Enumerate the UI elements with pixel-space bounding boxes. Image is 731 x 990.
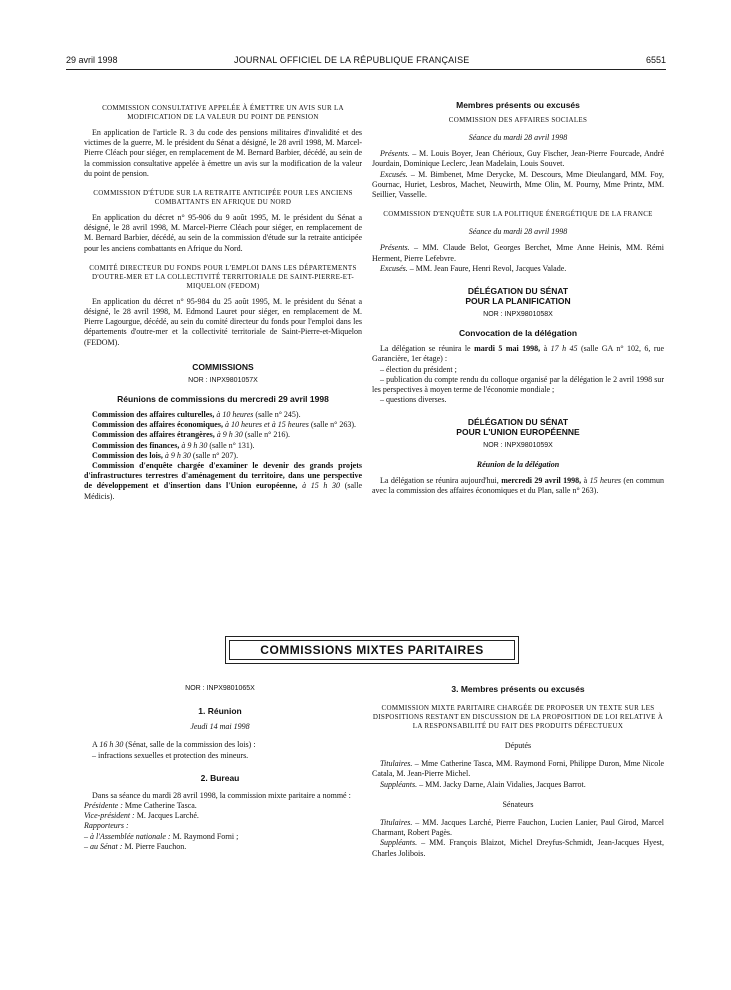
paragraph: Suppléants. – MM. François Blaizot, Michel Dreyfus-Schmidt, Jean-Jacques Hyest, Charles Jolibois. <box>372 838 664 858</box>
group-title: Sénateurs <box>502 799 534 809</box>
paragraph: La délégation se réunira aujourd'hui, mercredi 29 avril 1998, à 15 heures (en commun avec la commission des affaires économiques et du Plan, salle n° 263). <box>372 475 665 496</box>
list-item: Commission des finances, à 9 h 30 (salle n° 131). <box>92 440 255 450</box>
page-header <box>66 55 666 69</box>
paragraph: En application du décret n° 95-984 du 25 août 1995, M. le président du Sénat a désigné, le 28 avril 1998, M. Edmond Lauret pour siéger, en remplacement de M. Pierre Lagourgue, décédé, au sein du comité directeur du fonds pour l'emploi dans les départements d'outre-mer et la collectivité territoriale de Saint-Pierre-et-Miquelon (FEDOM). <box>84 296 362 347</box>
section-heading: COMMISSION CONSULTATIVE APPELÉE À ÉMETTRE UN AVIS SUR LA MODIFICATION DE LA VALEUR DU POINT DE PENSION <box>102 104 344 121</box>
banner-title: COMMISSIONS MIXTES PARITAIRES <box>229 640 515 660</box>
commissions-title: COMMISSIONS <box>192 361 254 372</box>
list-item: – infractions sexuelles et protection des mineurs. <box>92 750 249 760</box>
nor-reference: NOR : INPX9801065X <box>185 685 255 692</box>
delegation-title: POUR LA PLANIFICATION <box>465 296 571 307</box>
delegation-title: POUR L'UNION EUROPÉENNE <box>456 427 580 438</box>
list-item: – au Sénat : M. Pierre Fauchon. <box>84 841 187 851</box>
section-heading: COMMISSION DES AFFAIRES SOCIALES <box>448 116 588 124</box>
list-item: Commission d'enquête chargée d'examiner le devenir des grands projets d'infrastructures terrestres d'aménagement du territoire, dans une perspective de développement et d'insertion dans l'Union européenne, à 15 h 30 (salle Médicis). <box>84 461 363 501</box>
commission-list <box>84 410 362 502</box>
members-title: Membres présents ou excusés <box>456 100 580 110</box>
column-left-top <box>84 104 362 502</box>
list-item: Commission des affaires économiques, à 10 heures et à 15 heures (salle n° 263). <box>92 420 356 430</box>
list-item: Commission des lois, à 9 h 30 (salle n° 207). <box>92 450 239 460</box>
list-item: – élection du président ; <box>380 364 457 374</box>
seance-date: Séance du mardi 28 avril 1998 <box>468 133 568 142</box>
convocation-title: Convocation de la délégation <box>458 328 578 339</box>
paragraph: Excusés. – M. Bimbenet, Mme Derycke, M. Descours, Mme Dieulangard, MM. Foy, Gournac, Huriet, Lesbros, Machet, Neuwirth, Mme Olin, M. Pourny, Mme Printz, MM. Seillier, Vasselle. <box>372 169 665 200</box>
column-right-bottom <box>372 684 664 859</box>
group-title: Députés <box>504 741 532 750</box>
reunions-title: Réunions de commissions du mercredi 29 avril 1998 <box>117 394 329 405</box>
section-heading: COMMISSION D'ENQUÊTE SUR LA POLITIQUE ÉNERGÉTIQUE DE LA FRANCE <box>383 210 653 219</box>
list-item: – à l'Assemblée nationale : M. Raymond Forni ; <box>84 831 239 841</box>
paragraph: La délégation se réunira le mardi 5 mai 1998, à 17 h 45 (salle GA n° 102, 6, rue Garancière, 1er étage) : <box>372 344 665 364</box>
paragraph: Présents. – MM. Claude Belot, Georges Berchet, Mme Anne Heinis, MM. Rémi Herment, Pierre Lefebvre. <box>372 243 664 263</box>
delegation-title: DÉLÉGATION DU SÉNAT <box>467 286 569 297</box>
list-item: – questions diverses. <box>380 395 447 405</box>
list-item: Rapporteurs : <box>84 821 129 831</box>
column-left-bottom <box>84 684 356 852</box>
list-item: – publication du compte rendu du colloque organisé par la délégation le 2 avril 1998 sur les perspectives à moyen terme de l'économie mondiale ; <box>372 374 664 395</box>
seance-date: Séance du mardi 28 avril 1998 <box>468 227 568 237</box>
paragraph: Présents. – M. Louis Boyer, Jean Chérioux, Guy Fischer, Jean-Pierre Fourcade, André Jourdain, Dominique Leclerc, Jean Madelain, Louis Souvet. <box>372 149 665 169</box>
paragraph: En application du décret n° 95-906 du 9 août 1995, M. le président du Sénat a désigné, le 28 avril 1998, M. Marcel-Pierre Cléach pour siéger, en remplacement de M. Bernard Barbier, décédé, au sein de la commission d'étude sur la retraite anticipée pour les anciens combattants en Afrique du Nord. <box>84 213 362 253</box>
paragraph: Suppléants. – MM. Jacky Darne, Alain Vidalies, Jacques Barrot. <box>380 779 586 789</box>
paragraph: Dans sa séance du mardi 28 avril 1998, la commission mixte paritaire a nommé : <box>92 790 351 800</box>
paragraph: En application de l'article R. 3 du code des pensions militaires d'invalidité et des victimes de la guerre, M. le président du Sénat a désigné, le 28 avril 1998, M. Marcel-Pierre Cléach pour siéger, en remplacement de M. Bernard Barbier, décédé, au sein de la commission consultative appelée à émettre un avis sur la modification de la valeur du point de pension. <box>84 128 362 178</box>
section-heading: COMMISSION MIXTE PARITAIRE CHARGÉE DE PROPOSER UN TEXTE SUR LES DISPOSITIONS RESTANT EN DISCUSSION DE LA PROPOSITION DE LOI RELATIVE À LA RESPONSABILITÉ DU FAIT DES PRODUITS DÉFECTUEUX <box>372 704 664 730</box>
section-banner <box>225 636 519 664</box>
header-date: 29 avril 1998 <box>66 55 118 65</box>
nor-reference: NOR : INPX9801059X <box>483 442 553 450</box>
reunion-title: Réunion de la délégation <box>476 459 560 469</box>
delegation-title: DÉLÉGATION DU SÉNAT <box>467 417 569 428</box>
section-heading: COMITÉ DIRECTEUR DU FONDS POUR L'EMPLOI DANS LES DÉPARTEMENTS D'OUTRE-MER ET LA COLLECTIVITÉ TERRITORIALE DE SAINT-PIERRE-ET-MIQUELON (FEDOM) <box>89 263 357 290</box>
list-item: Vice-président : M. Jacques Larché. <box>84 811 199 821</box>
page-number: 6551 <box>645 55 666 65</box>
list-item: Présidente : Mme Catherine Tasca. <box>84 801 197 811</box>
paragraph: Titulaires. – MM. Jacques Larché, Pierre Fauchon, Lucien Lanier, Paul Girod, Marcel Charmant, Robert Pagès. <box>372 818 665 838</box>
reunion-date: Jeudi 14 mai 1998 <box>190 722 250 732</box>
column-right-top <box>372 100 664 496</box>
list-item: Commission des affaires étrangères, à 9 h 30 (salle n° 216). <box>92 430 290 440</box>
section-title: 1. Réunion <box>198 706 242 717</box>
paragraph: Excusés. – MM. Jean Faure, Henri Revol, Jacques Valade. <box>380 263 567 273</box>
members-title: 3. Membres présents ou excusés <box>451 684 585 694</box>
list-item: Commission des affaires culturelles, à 10 heures (salle n° 245). <box>92 410 301 420</box>
header-rule <box>66 69 666 70</box>
section-title: 2. Bureau <box>200 772 240 783</box>
paragraph: A 16 h 30 (Sénat, salle de la commission des lois) : <box>92 740 256 750</box>
nor-reference: NOR : INPX9801057X <box>188 376 258 384</box>
nor-reference: NOR : INPX9801058X <box>483 311 553 319</box>
section-heading: COMMISSION D'ÉTUDE SUR LA RETRAITE ANTICIPÉE POUR LES ANCIENS COMBATTANTS EN AFRIQUE DU NORD <box>93 189 353 207</box>
paragraph: Titulaires. – Mme Catherine Tasca, MM. Raymond Forni, Philippe Duron, Mme Nicole Catala, M. Jean-Pierre Michel. <box>372 759 664 779</box>
header-title: JOURNAL OFFICIEL DE LA RÉPUBLIQUE FRANÇAISE <box>234 55 470 65</box>
